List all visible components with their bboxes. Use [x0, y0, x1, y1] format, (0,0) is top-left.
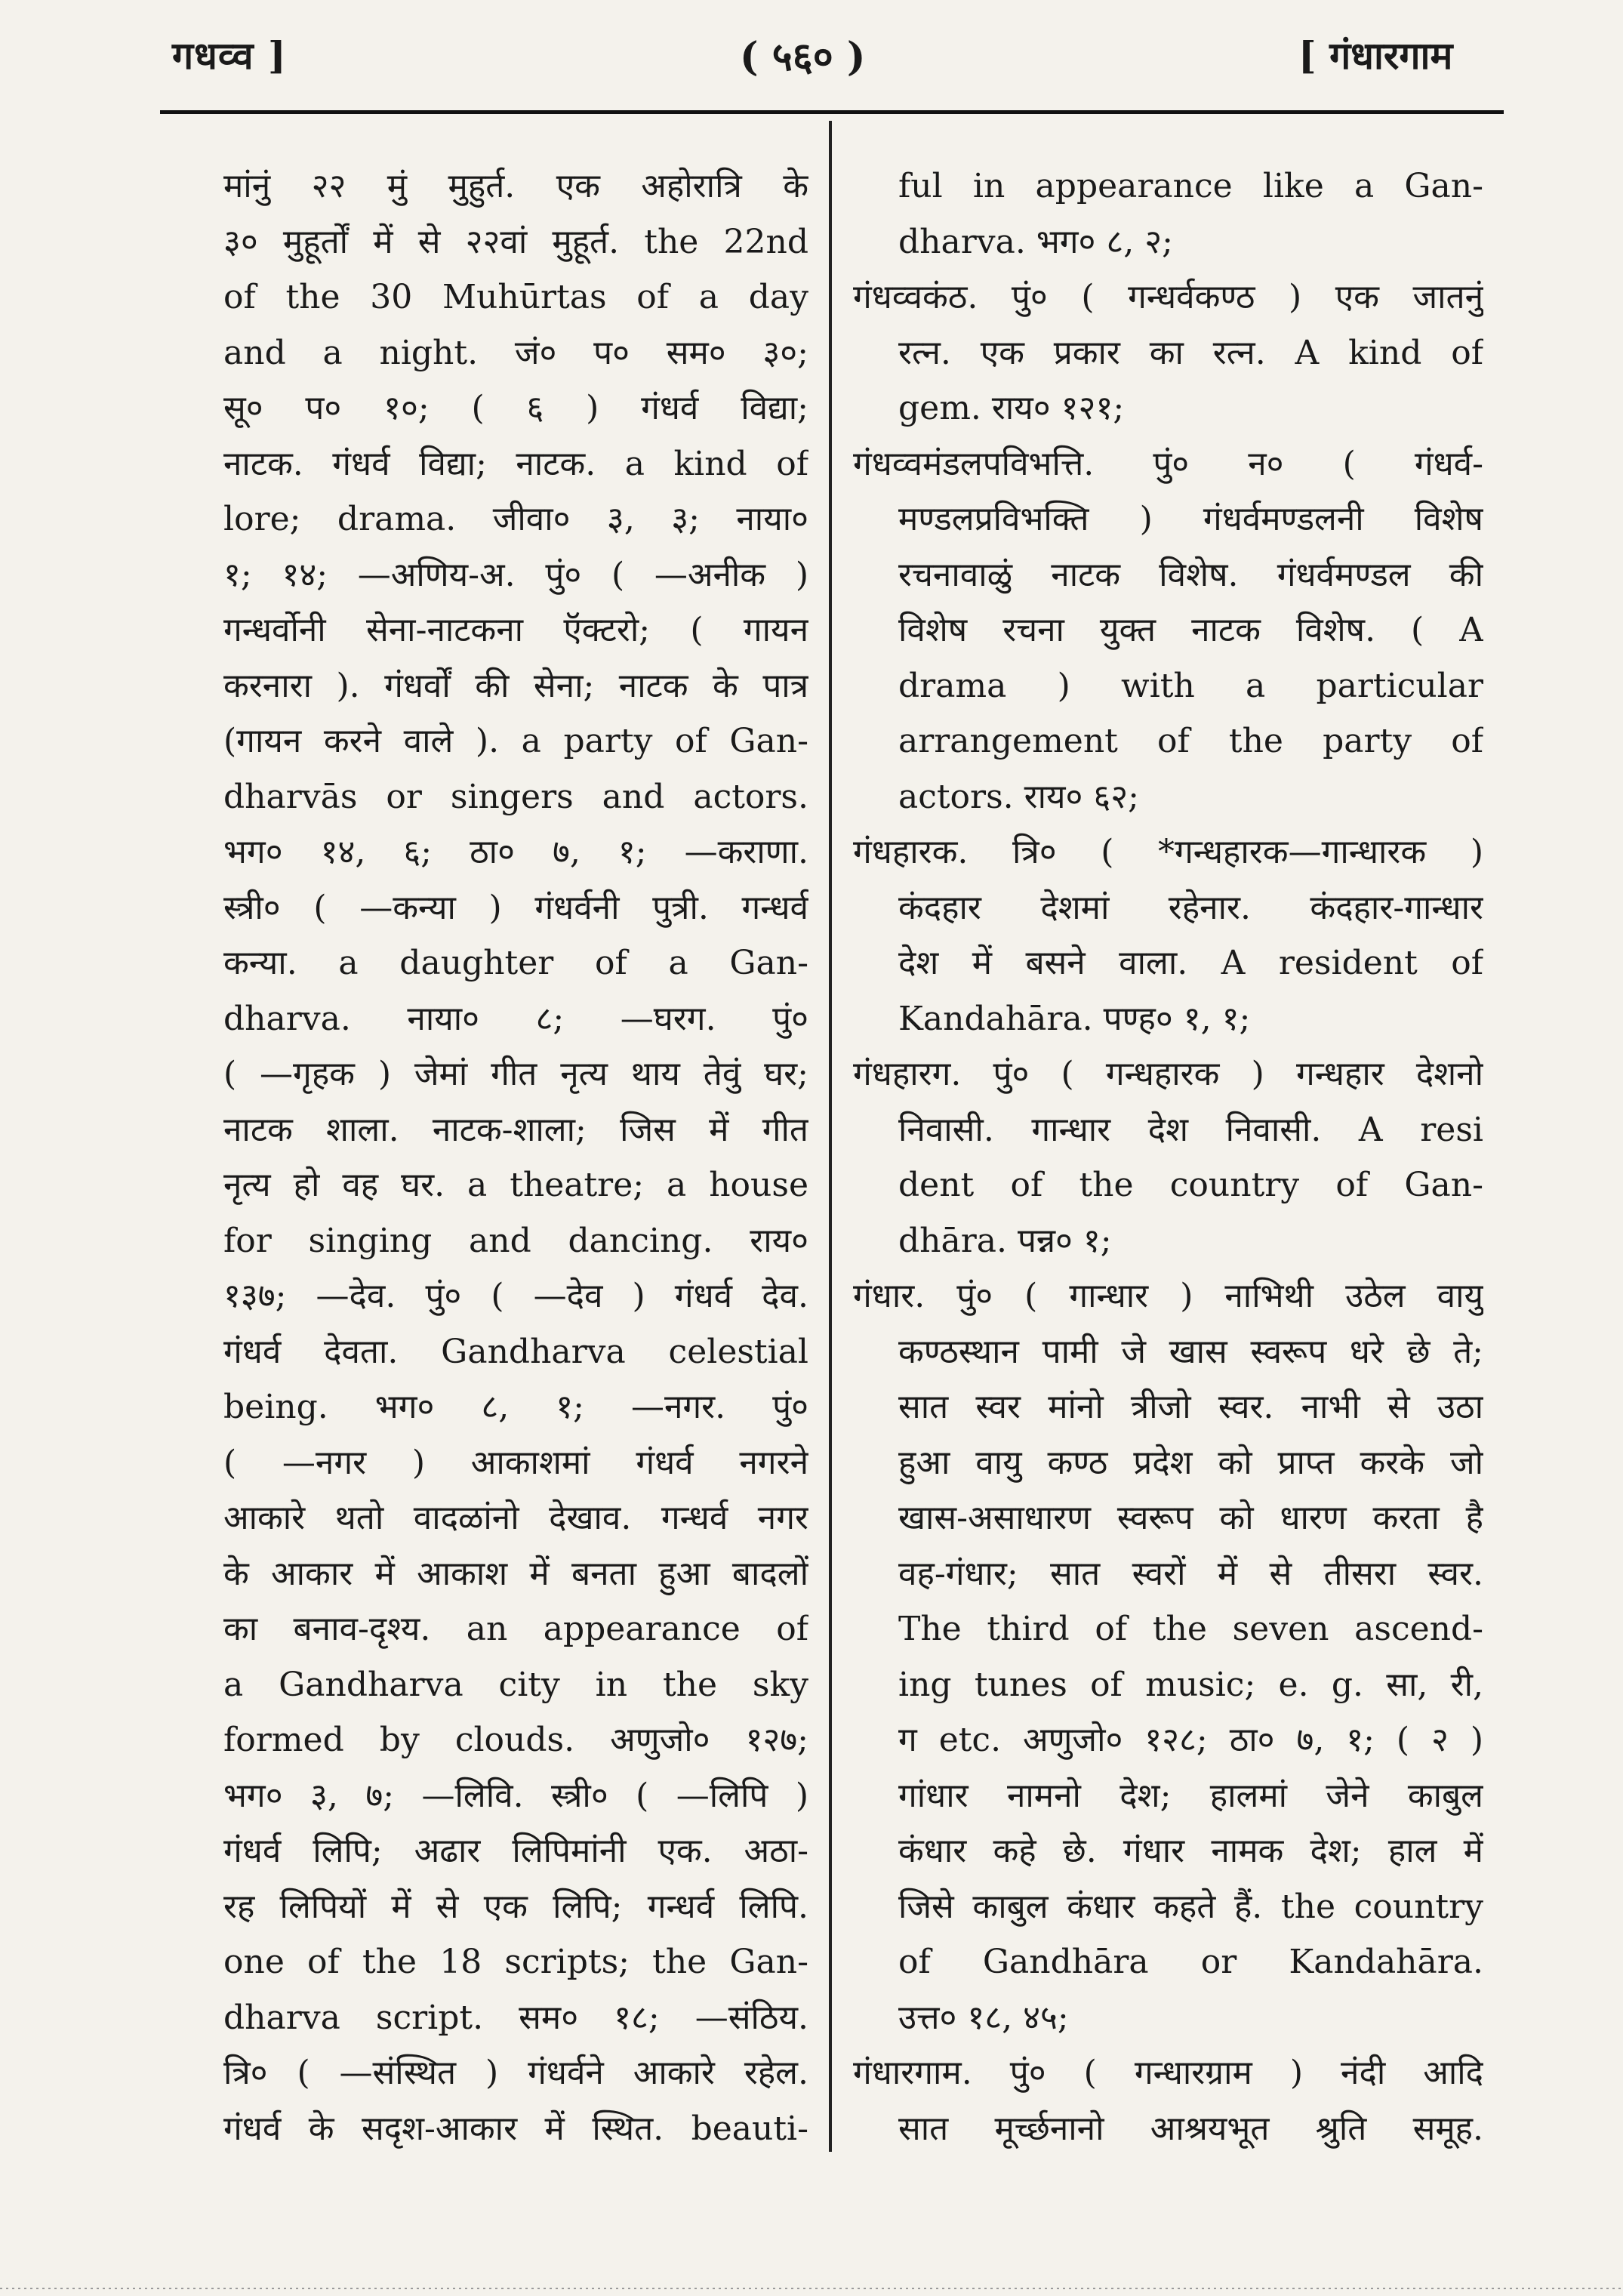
- entry-line: गंधव्वकंठ. पुं० ( गन्धर्वकण्ठ ) एक जातनुं: [853, 278, 1483, 316]
- entry-line: Kandahāra. पण्ह० १, १;: [898, 999, 1251, 1038]
- entry-line: गंधारगाम. पुं० ( गन्धारग्राम ) नंदी आदि: [853, 2054, 1483, 2092]
- entry-line: dharva. नाया० ८; —घरग. पुं०: [223, 999, 808, 1038]
- entry-line: रचनावाळुं नाटक विशेष. गंधर्वमण्डल की: [898, 555, 1483, 594]
- entry-line: निवासी. गान्धार देश निवासी. A resi: [898, 1110, 1483, 1149]
- entry-line: नाटक. गंधर्व विद्या; नाटक. a kind of: [223, 444, 808, 483]
- entry-line: नृत्य हो वह घर. a theatre; a house: [223, 1166, 808, 1204]
- entry-line: त्रि० ( —संस्थित ) गंधर्वने आकारे रहेल.: [223, 2054, 808, 2092]
- entry-line: गंधर्व देवता. Gandharva celestial: [223, 1332, 808, 1371]
- entry-line: १; १४; —अणिय-अ. पुं० ( —अनीक ): [223, 555, 808, 594]
- entry-line: drama ) with a particular: [898, 666, 1483, 705]
- entry-line: (गायन करने वाले ). a party of Gan-: [223, 722, 808, 760]
- entry-line: arrangement of the party of: [898, 722, 1483, 760]
- entry-line: जिसे काबुल कंधार कहते हैं. the country: [898, 1887, 1483, 1926]
- entry-line: being. भग० ८, १; —नगर. पुं०: [223, 1388, 808, 1426]
- entry-line: गंधार. पुं० ( गान्धार ) नाभिथी उठेल वायु: [853, 1277, 1483, 1315]
- entry-line: रह लिपियों में से एक लिपि; गन्धर्व लिपि.: [223, 1887, 808, 1926]
- header-left-guide-word: गधव्व ]: [172, 33, 287, 78]
- entry-line: विशेष रचना युक्त नाटक विशेष. ( A: [898, 611, 1483, 649]
- entry-line: गंधव्वमंडलपविभत्ति. पुं० न० ( गंधर्व-: [853, 444, 1483, 483]
- entry-line: हुआ वायु कण्ठ प्रदेश को प्राप्त करके जो: [898, 1443, 1483, 1482]
- entry-line: ( —गृहक ) जेमां गीत नृत्य थाय तेवुं घर;: [223, 1055, 808, 1093]
- entry-line: dharva script. सम० १८; —संठिय.: [223, 1998, 808, 2037]
- entry-line: स्त्री० ( —कन्या ) गंधर्वनी पुत्री. गन्धर्व: [223, 888, 808, 927]
- entry-line: lore; drama. जीवा० ३, ३; नाया०: [223, 500, 808, 538]
- entry-line: सू० प० १०; ( ६ ) गंधर्व विद्या;: [223, 389, 808, 427]
- entry-line: ३० मुहूर्तों में से २२वां मुहूर्त. the 22nd: [223, 222, 808, 261]
- entry-line: आकारे थतो वादळांनो देखाव. गन्धर्व नगर: [223, 1499, 808, 1537]
- entry-line: dharvās or singers and actors.: [223, 777, 808, 816]
- right-column: [853, 159, 1483, 2156]
- entry-line: one of the 18 scripts; the Gan-: [223, 1943, 808, 1981]
- entry-line: ( —नगर ) आकाशमां गंधर्व नगरने: [223, 1443, 808, 1482]
- left-column: [223, 159, 808, 2156]
- entry-line: gem. राय० १२१;: [898, 389, 1125, 427]
- entry-line: for singing and dancing. राय०: [223, 1221, 808, 1260]
- entry-line: ing tunes of music; e. g. सा, री,: [898, 1665, 1483, 1704]
- entry-line: सात मूर्च्छनानो आश्रयभूत श्रुति समूह.: [898, 2109, 1483, 2148]
- entry-line: कन्या. a daughter of a Gan-: [223, 944, 808, 982]
- entry-line: and a night. जं० प० सम० ३०;: [223, 333, 808, 372]
- entry-line: १३७; —देव. पुं० ( —देव ) गंधर्व देव.: [223, 1277, 808, 1315]
- header-right-guide-word: [ गंधारगाम: [1298, 33, 1453, 78]
- entry-line: formed by clouds. अणुजो० १२७;: [223, 1721, 808, 1759]
- entry-line: रत्न. एक प्रकार का रत्न. A kind of: [898, 333, 1483, 372]
- entry-line: उत्त० १८, ४५;: [898, 1998, 1069, 2037]
- entry-line: गंधहारक. त्रि० ( *गन्धहारक—गान्धारक ): [853, 833, 1483, 871]
- entry-line: ग etc. अणुजो० १२८; ठा० ७, १; ( २ ): [898, 1721, 1483, 1759]
- entry-line: of Gandhāra or Kandahāra.: [898, 1943, 1483, 1981]
- entry-line: The third of the seven ascend-: [898, 1610, 1483, 1648]
- column-divider: [829, 121, 832, 2152]
- scan-edge-dots: [0, 2288, 1623, 2289]
- entry-line: मण्डलप्रविभक्ति ) गंधर्वमण्डलनी विशेष: [898, 500, 1483, 538]
- entry-line: नाटक शाला. नाटक-शाला; जिस में गीत: [223, 1110, 808, 1149]
- header-rule: [160, 110, 1504, 114]
- entry-line: dharva. भग० ८, २;: [898, 222, 1173, 261]
- entry-line: गन्धर्वोनी सेना-नाटकना ऍक्टरो; ( गायन: [223, 611, 808, 649]
- entry-line: actors. राय० ६२;: [898, 777, 1139, 816]
- entry-line: देश में बसने वाला. A resident of: [898, 944, 1483, 982]
- entry-line: कण्ठस्थान पामी जे खास स्वरूप धरे छे ते;: [898, 1332, 1483, 1371]
- entry-line: भग० १४, ६; ठा० ७, १; —कराणा.: [223, 833, 808, 871]
- entry-line: खास-असाधारण स्वरूप को धारण करता है: [898, 1499, 1483, 1537]
- entry-line: के आकार में आकाश में बनता हुआ बादलों: [223, 1554, 808, 1593]
- entry-line: गंधहारग. पुं० ( गन्धहारक ) गन्धहार देशनो: [853, 1055, 1483, 1093]
- entry-line: करनारा ). गंधर्वों की सेना; नाटक के पात्र: [223, 666, 808, 705]
- entry-line: dhāra. पन्न० १;: [898, 1221, 1112, 1260]
- entry-line: dent of the country of Gan-: [898, 1166, 1483, 1204]
- page-number: ( ५६० ): [740, 34, 866, 80]
- entry-line: भग० ३, ७; —लिवि. स्त्री० ( —लिपि ): [223, 1776, 808, 1815]
- entry-line: का बनाव-दृश्य. an appearance of: [223, 1610, 808, 1648]
- entry-line: a Gandharva city in the sky: [223, 1665, 808, 1704]
- entry-line: मांनुं २२ मुं मुहुर्त. एक अहोरात्रि के: [223, 167, 808, 205]
- entry-line: सात स्वर मांनो त्रीजो स्वर. नाभी से उठा: [898, 1388, 1483, 1426]
- entry-line: गांधार नामनो देश; हालमां जेने काबुल: [898, 1776, 1483, 1815]
- entry-line: वह-गंधार; सात स्वरों में से तीसरा स्वर.: [898, 1554, 1483, 1593]
- entry-line: कंधार कहे छे. गंधार नामक देश; हाल में: [898, 1832, 1483, 1870]
- entry-line: गंधर्व के सदृश-आकार में स्थित. beauti-: [223, 2109, 808, 2148]
- entry-line: ful in appearance like a Gan-: [898, 167, 1483, 205]
- entry-line: of the 30 Muhūrtas of a day: [223, 278, 808, 316]
- entry-line: कंदहार देशमां रहेनार. कंदहार-गान्धार: [898, 888, 1483, 927]
- entry-line: गंधर्व लिपि; अढार लिपिमांनी एक. अठा-: [223, 1832, 808, 1870]
